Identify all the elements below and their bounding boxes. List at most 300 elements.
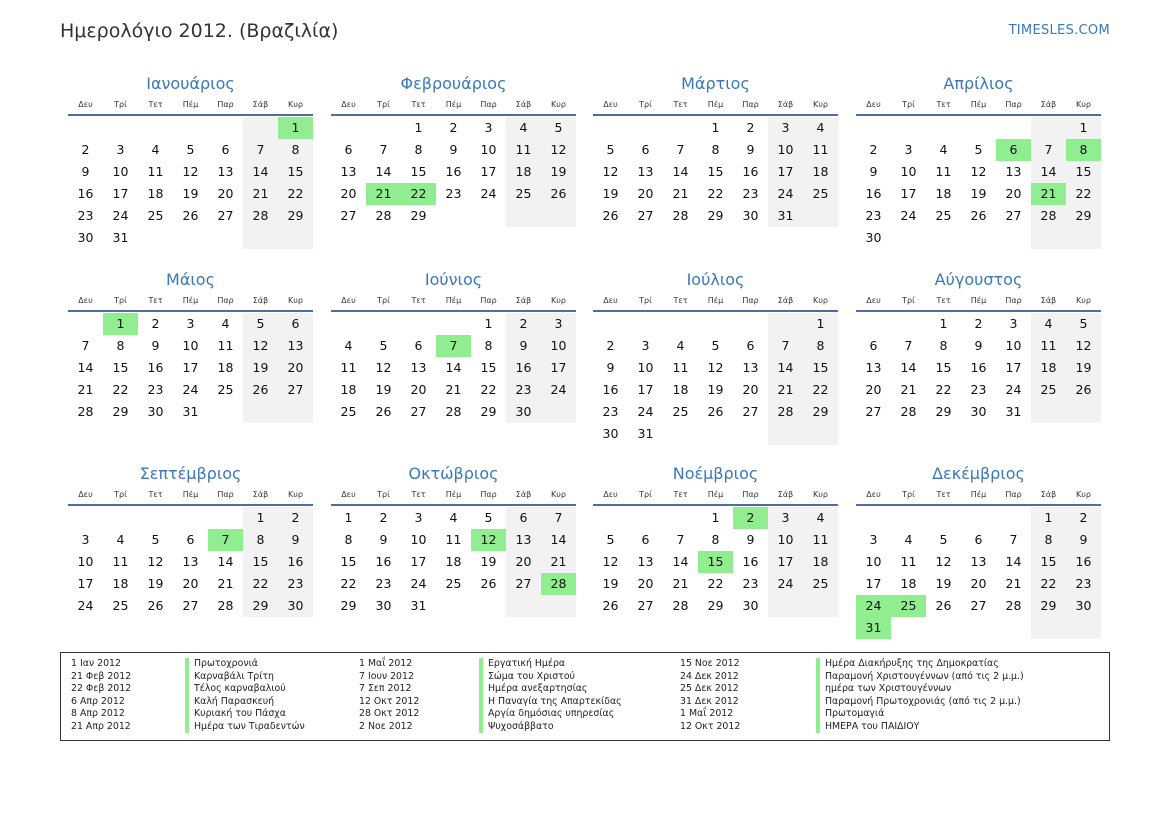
weekday-label: Παρ [1005,296,1022,305]
legend-date: 7 Σεπ 2012 [359,683,412,694]
day-cell: 11 [217,338,234,353]
day-cell: 8 [243,529,278,551]
legend-holiday-name: ημέρα των Χριστουγέννων [825,683,952,694]
day-cell: 23 [970,382,987,397]
empty-cell [733,423,768,445]
day-cell: 24 [900,208,917,223]
day-cell: 4 [1031,313,1066,335]
month-block [856,268,1101,423]
month-name: Ιούνιος [424,270,483,289]
weekday-label: Πέμ [970,100,987,109]
day-cell: 1 [414,120,423,135]
day-cell: 19 [935,576,952,591]
day-cell: 11 [803,139,838,161]
day-cell: 9 [81,164,90,179]
day-cell: 13 [637,554,654,569]
day-cell: 2 [81,142,90,157]
day-cell: 21 [900,382,917,397]
day-cell: 7 [1009,532,1018,547]
day-cell: 21 [672,576,689,591]
month-block [68,268,313,423]
day-cell: 8 [484,338,493,353]
day-cell: 12 [602,554,619,569]
day-cell: 13 [865,360,882,375]
holiday-day: 22 [401,183,436,205]
legend-dates-col-1 [71,658,131,733]
day-cell: 20 [742,382,759,397]
weekday-label: Τετ [411,490,426,499]
day-cell: 23 [742,186,759,201]
day-cell: 30 [602,426,619,441]
empty-cell [926,507,961,529]
day-cell: 9 [379,532,388,547]
legend-holiday-name: Ψυχοσάββατο [488,720,554,732]
weekday-label: Κυρ [813,296,828,305]
empty-cell [663,313,698,335]
empty-cell [436,205,471,227]
empty-cell [243,117,278,139]
day-cell: 3 [116,142,125,157]
weekday-label: Τετ [148,296,163,305]
day-cell: 26 [970,208,987,223]
empty-cell [173,227,208,249]
day-cell: 15 [803,357,838,379]
empty-cell [961,117,996,139]
day-cell: 2 [869,142,878,157]
day-cell: 10 [768,139,803,161]
day-cell: 26 [935,598,952,613]
day-cell: 14 [672,164,689,179]
day-cell: 18 [217,360,234,375]
weekday-label: Τρί [377,100,390,109]
day-cell: 17 [1005,360,1022,375]
day-cell: 29 [803,401,838,423]
day-cell: 18 [1031,357,1066,379]
site-link[interactable]: TIMESLES.COM [1008,23,1110,38]
day-cell: 3 [768,117,803,139]
day-cell: 2 [379,510,388,525]
weekday-label: Πέμ [182,296,199,305]
holiday-day: 2 [733,507,768,529]
day-cell: 28 [900,404,917,419]
weekday-header [593,292,838,312]
empty-cell [1031,617,1066,639]
day-cell: 16 [77,186,94,201]
day-cell: 10 [480,142,497,157]
day-cell: 10 [637,360,654,375]
day-cell: 20 [182,576,199,591]
empty-cell [138,117,173,139]
day-cell: 22 [1031,573,1066,595]
day-cell: 22 [935,382,952,397]
day-cell: 14 [375,164,392,179]
day-cell: 12 [970,164,987,179]
day-cell: 28 [672,598,689,613]
day-grid [68,313,313,423]
empty-cell [103,507,138,529]
weekday-label: Τετ [411,100,426,109]
day-cell: 6 [221,142,230,157]
empty-cell [628,117,663,139]
legend-date: 28 Οκτ 2012 [359,708,420,719]
day-cell: 5 [1066,313,1101,335]
day-cell: 5 [711,338,720,353]
weekday-label: Τρί [902,100,915,109]
day-cell: 31 [182,404,199,419]
empty-cell [331,117,366,139]
day-cell: 10 [410,532,427,547]
day-cell: 18 [803,161,838,183]
weekday-label: Τετ [673,296,688,305]
month-block [331,72,576,227]
day-cell: 5 [606,142,615,157]
day-grid [331,117,576,227]
day-cell: 1 [939,316,948,331]
weekday-label: Παρ [1005,100,1022,109]
weekday-label: Κυρ [551,100,566,109]
day-cell: 30 [742,208,759,223]
day-cell: 15 [278,161,313,183]
day-cell: 12 [375,360,392,375]
empty-cell [243,227,278,249]
day-cell: 24 [637,404,654,419]
day-cell: 12 [935,554,952,569]
weekday-header [68,96,313,116]
day-cell: 26 [602,208,619,223]
legend-holiday-name: Πρωτομαγιά [825,708,885,719]
day-cell: 19 [541,161,576,183]
weekday-label: Σάβ [1040,490,1057,499]
legend-date: 2 Νοε 2012 [359,720,413,732]
day-cell: 27 [637,208,654,223]
day-cell: 5 [186,142,195,157]
day-cell: 9 [449,142,458,157]
day-cell: 24 [77,598,94,613]
holiday-day: 1 [103,313,138,335]
day-cell: 10 [112,164,129,179]
weekday-header [856,292,1101,312]
day-cell: 11 [803,529,838,551]
day-cell: 2 [746,120,755,135]
empty-cell [1066,401,1101,423]
weekday-label: Τρί [114,296,127,305]
day-cell: 2 [449,120,458,135]
weekday-label: Δευ [78,296,93,305]
weekday-label: Σάβ [515,100,532,109]
weekday-label: Παρ [217,490,234,499]
day-cell: 13 [742,360,759,375]
legend-date: 8 Απρ 2012 [71,708,125,719]
weekday-header [593,96,838,116]
empty-cell [926,617,961,639]
month-block [593,72,838,227]
day-cell: 6 [869,338,878,353]
day-cell: 9 [278,529,313,551]
empty-cell [961,507,996,529]
day-cell: 17 [410,554,427,569]
day-cell: 11 [935,164,952,179]
day-cell: 7 [904,338,913,353]
day-cell: 6 [278,313,313,335]
empty-cell [768,595,803,617]
day-cell: 27 [278,379,313,401]
day-cell: 16 [742,554,759,569]
day-cell: 21 [77,382,94,397]
day-cell: 12 [602,164,619,179]
day-cell: 21 [445,382,462,397]
day-cell: 29 [243,595,278,617]
day-cell: 14 [900,360,917,375]
day-cell: 14 [1005,554,1022,569]
day-cell: 4 [151,142,160,157]
month-name: Απρίλιος [943,74,1014,93]
empty-cell [138,227,173,249]
day-grid [856,507,1101,639]
legend-date: 1 Μαΐ 2012 [680,708,734,719]
day-cell: 13 [637,164,654,179]
day-cell: 3 [904,142,913,157]
day-cell: 15 [480,360,497,375]
day-cell: 25 [217,382,234,397]
day-cell: 29 [112,404,129,419]
holiday-legend [60,652,1110,741]
month-name: Φεβρουάριος [400,74,507,93]
legend-names-col-1 [194,658,305,733]
day-cell: 19 [707,382,724,397]
day-cell: 16 [147,360,164,375]
day-cell: 25 [672,404,689,419]
day-cell: 8 [711,142,720,157]
day-cell: 9 [1066,529,1101,551]
day-cell: 16 [742,164,759,179]
day-cell: 20 [506,551,541,573]
empty-cell [593,117,628,139]
empty-cell [366,313,401,335]
weekday-label: Κυρ [813,490,828,499]
day-cell: 30 [77,230,94,245]
day-cell: 6 [746,338,755,353]
day-cell: 17 [77,576,94,591]
day-cell: 23 [506,379,541,401]
holiday-day: 28 [541,573,576,595]
day-cell: 3 [414,510,423,525]
empty-cell [1031,227,1066,249]
weekday-label: Κυρ [1076,490,1091,499]
day-cell: 13 [506,529,541,551]
empty-cell [541,205,576,227]
day-cell: 24 [1005,382,1022,397]
day-cell: 1 [711,510,720,525]
empty-cell [103,117,138,139]
day-cell: 25 [1031,379,1066,401]
empty-cell [663,507,698,529]
day-cell: 17 [900,186,917,201]
day-cell: 25 [147,208,164,223]
day-cell: 16 [278,551,313,573]
empty-cell [856,117,891,139]
day-cell: 14 [77,360,94,375]
day-cell: 28 [445,404,462,419]
day-cell: 18 [506,161,541,183]
day-cell: 29 [480,404,497,419]
day-cell: 22 [243,573,278,595]
legend-holiday-name: Ημέρα των Τιραδεντών [194,720,305,732]
holiday-day: 6 [996,139,1031,161]
day-cell: 11 [112,554,129,569]
weekday-header [593,486,838,506]
day-cell: 7 [541,507,576,529]
legend-date: 21 Απρ 2012 [71,720,131,732]
day-cell: 16 [445,164,462,179]
weekday-label: Κυρ [813,100,828,109]
weekday-label: Πέμ [445,296,462,305]
day-cell: 20 [278,357,313,379]
weekday-label: Σάβ [777,100,794,109]
empty-cell [803,595,838,617]
weekday-label: Δευ [603,296,618,305]
empty-cell [663,423,698,445]
legend-holiday-name: Καρναβάλι Τρίτη [194,670,274,682]
day-cell: 1 [1031,507,1066,529]
day-cell: 19 [1066,357,1101,379]
weekday-header [856,96,1101,116]
day-cell: 22 [480,382,497,397]
day-cell: 15 [410,164,427,179]
legend-date: 1 Ιαν 2012 [71,658,121,669]
weekday-label: Σάβ [252,296,269,305]
empty-cell [663,117,698,139]
legend-holiday-name: Εργατική Ημέρα [488,658,566,669]
empty-cell [593,313,628,335]
day-cell: 11 [340,360,357,375]
month-name: Ιούλιος [686,270,745,289]
day-cell: 5 [151,532,160,547]
day-cell: 16 [865,186,882,201]
empty-cell [768,423,803,445]
weekday-label: Κυρ [288,100,303,109]
legend-date: 7 Ιουν 2012 [359,670,414,682]
legend-holiday-name: ΗΜΕΡΑ του ΠΑΙΔΙΟΥ [825,720,920,732]
day-cell: 27 [970,598,987,613]
day-cell: 22 [803,379,838,401]
day-cell: 29 [340,598,357,613]
day-cell: 26 [182,208,199,223]
day-cell: 27 [506,573,541,595]
weekday-label: Πέμ [707,100,724,109]
day-cell: 25 [803,183,838,205]
weekday-label: Παρ [480,296,497,305]
weekday-label: Τρί [114,490,127,499]
day-cell: 3 [484,120,493,135]
day-cell: 21 [243,183,278,205]
day-cell: 16 [970,360,987,375]
day-cell: 3 [81,532,90,547]
day-cell: 8 [414,142,423,157]
weekday-label: Τρί [639,490,652,499]
day-cell: 14 [1031,161,1066,183]
day-cell: 28 [217,598,234,613]
empty-cell [436,595,471,617]
day-cell: 1 [484,316,493,331]
empty-cell [471,205,506,227]
day-cell: 4 [116,532,125,547]
day-cell: 3 [869,532,878,547]
day-cell: 27 [637,598,654,613]
weekday-label: Δευ [341,490,356,499]
day-cell: 18 [340,382,357,397]
weekday-label: Τετ [411,296,426,305]
day-cell: 13 [410,360,427,375]
day-grid [593,117,838,227]
empty-cell [803,205,838,227]
day-cell: 14 [541,529,576,551]
legend-holiday-name: Τέλος καρναβαλιού [194,683,286,694]
month-block [331,462,576,617]
weekday-label: Τρί [639,100,652,109]
day-cell: 12 [182,164,199,179]
day-cell: 20 [865,382,882,397]
day-cell: 25 [445,576,462,591]
day-cell: 10 [182,338,199,353]
legend-holiday-name: Αργία δημόσιας υπηρεσίας [488,708,615,719]
month-name: Ιανουάριος [146,74,235,93]
day-cell: 2 [974,316,983,331]
empty-cell [961,617,996,639]
weekday-label: Σάβ [1040,100,1057,109]
day-cell: 3 [1009,316,1018,331]
weekday-label: Δευ [341,296,356,305]
holiday-day: 7 [208,529,243,551]
weekday-label: Κυρ [288,296,303,305]
day-cell: 20 [340,186,357,201]
day-cell: 11 [445,532,462,547]
day-cell: 2 [151,316,160,331]
empty-cell [68,313,103,335]
weekday-label: Κυρ [1076,100,1091,109]
legend-date: 22 Φεβ 2012 [71,683,132,694]
legend-date: 12 Οκτ 2012 [359,695,420,707]
weekday-label: Τετ [936,100,951,109]
day-cell: 16 [1066,551,1101,573]
day-cell: 8 [803,335,838,357]
empty-cell [208,117,243,139]
day-cell: 30 [278,595,313,617]
day-grid [593,313,838,445]
day-cell: 15 [1031,551,1066,573]
day-cell: 22 [707,576,724,591]
weekday-label: Σάβ [515,296,532,305]
day-cell: 1 [803,313,838,335]
month-name: Νοέμβριος [672,464,759,483]
weekday-label: Κυρ [288,490,303,499]
empty-cell [628,507,663,529]
empty-cell [506,205,541,227]
day-cell: 13 [970,554,987,569]
day-cell: 26 [480,576,497,591]
day-cell: 12 [541,139,576,161]
day-cell: 2 [506,313,541,335]
empty-cell [733,313,768,335]
weekday-label: Τετ [673,100,688,109]
legend-date: 21 Φεβ 2012 [71,670,132,682]
day-cell: 13 [1005,164,1022,179]
empty-cell [926,117,961,139]
empty-cell [208,227,243,249]
day-cell: 12 [707,360,724,375]
weekday-label: Πέμ [970,490,987,499]
day-cell: 21 [217,576,234,591]
day-cell: 15 [707,164,724,179]
